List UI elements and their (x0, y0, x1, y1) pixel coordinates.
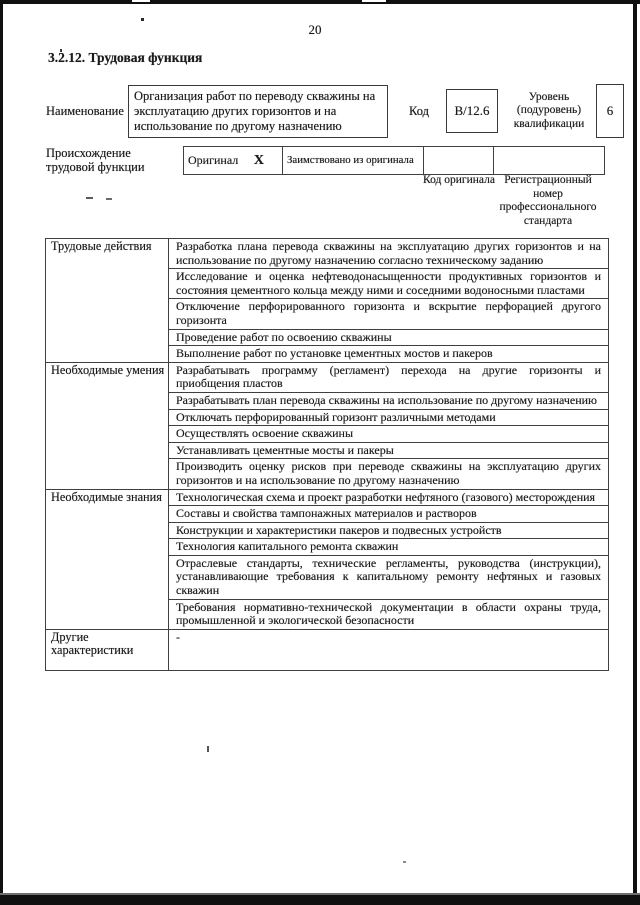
function-name-row (46, 82, 630, 140)
origin-regnumber-caption: Регистрационный номер профессионального стандарта (499, 174, 597, 227)
table-cell: Осуществлять освоение скважины (169, 426, 609, 443)
table-cell: Отраслевые стандарты, технические регламенты, руководства (инструкции), устанавливающие требования к капитальному ремонту нефтяных и газовых скважин (169, 555, 609, 599)
table-cell: Исследование и оценка нефтеводонасыщенности продуктивных горизонтов и состояния цементного кольца между ними и соседними водоносными пластами (169, 269, 609, 299)
origin-code-cell (424, 147, 494, 175)
table-cell: Отключать перфорированный горизонт различными методами (169, 409, 609, 426)
table-cell: Устанавливать цементные мосты и пакеры (169, 442, 609, 459)
scan-border-gap (132, 0, 150, 2)
scan-border-left (0, 0, 3, 905)
table-cell: - (169, 629, 609, 670)
table-cell: Разрабатывать план перевода скважины на использование по другому назначению (169, 392, 609, 409)
origin-original-cell (184, 147, 283, 175)
function-code-box: В/12.6 (446, 89, 498, 133)
row-label-other-characteristics: Другие характеристики (46, 629, 169, 670)
labor-function-details-table (45, 238, 609, 671)
scan-speck (403, 861, 406, 863)
table-cell: Производить оценку рисков при переводе скважины на эксплуатацию других горизонтов и на использование по другому назначению (169, 459, 609, 489)
function-name-box: Организация работ по переводу скважины на эксплуатацию других горизонтов и на использование по другому назначению (128, 85, 388, 138)
name-label: Наименование (46, 103, 124, 118)
page-number: 20 (308, 22, 322, 37)
origin-code-caption: Код оригинала (423, 174, 495, 186)
table-cell: Разработка плана перевода скважины на эксплуатацию других горизонтов и на использование по другому назначению согласно техническому заданию (169, 239, 609, 269)
table-cell: Требования нормативно-технической документации в области охраны труда, промышленной и экологической безопасности (169, 599, 609, 629)
level-label: Уровень (подуровень) квалификации (513, 90, 585, 130)
scan-border-bottom (0, 895, 640, 905)
table-row (46, 239, 609, 269)
origin-original-mark: X (253, 152, 264, 168)
scan-border-top (0, 0, 640, 4)
table-row (46, 489, 609, 506)
table-cell: Технология капитального ремонта скважин (169, 539, 609, 556)
origin-captions (46, 174, 630, 230)
origin-label: Происхождение трудовой функции (46, 146, 145, 174)
scan-border-gap (362, 0, 386, 2)
row-label-labor-actions: Трудовые действия (46, 239, 169, 363)
table-cell: Выполнение работ по установке цементных мостов и пакеров (169, 346, 609, 363)
origin-table-row (184, 147, 605, 175)
origin-original-label: Оригинал (188, 153, 239, 167)
table-cell: Составы и свойства тампонажных материалов и растворов (169, 506, 609, 523)
table-row (46, 362, 609, 392)
table-cell: Технологическая схема и проект разработки нефтяного (газового) месторождения (169, 489, 609, 506)
origin-borrowed-cell: Заимствовано из оригинала (283, 147, 424, 175)
scan-border-right (633, 0, 637, 905)
scan-speck (141, 18, 144, 21)
origin-table (183, 146, 605, 175)
origin-regnumber-cell (494, 147, 605, 175)
table-cell: Разрабатывать программу (регламент) перехода на другие горизонты и приобщения пластов (169, 362, 609, 392)
section-heading: 3.2.12. Трудовая функция (48, 50, 203, 65)
row-label-required-knowledge: Необходимые знания (46, 489, 169, 629)
code-label: Код (409, 103, 429, 118)
table-cell: Конструкции и характеристики пакеров и подвесных устройств (169, 522, 609, 539)
origin-row (46, 146, 630, 175)
table-cell: Проведение работ по освоению скважины (169, 329, 609, 346)
scan-speck (207, 746, 209, 752)
row-label-required-skills: Необходимые умения (46, 362, 169, 489)
level-box: 6 (596, 84, 624, 138)
table-cell: Отключение перфорированного горизонта и вскрытие перфорацией другого горизонта (169, 299, 609, 329)
table-row (46, 629, 609, 670)
